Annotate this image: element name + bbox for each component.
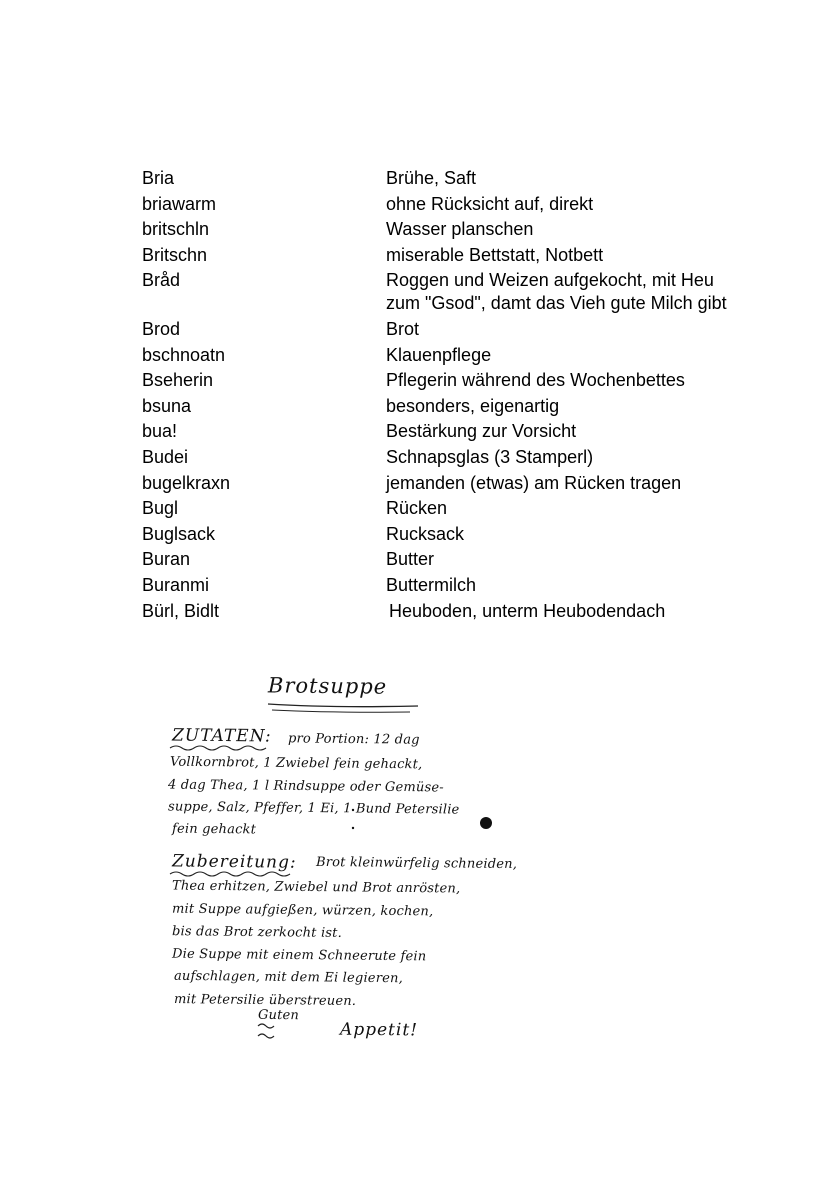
- glossary-definition: ohne Rücksicht auf, direkt: [386, 193, 594, 214]
- glossary-entry: [142, 497, 762, 520]
- glossary-definition: Pflegerin während des Wochenbettes: [386, 370, 685, 391]
- ingredients-line: suppe, Salz, Pfeffer, 1 Ei, 1 Bund Petersilie: [167, 799, 460, 818]
- preparation-line: mit Petersilie überstreuen.: [173, 992, 357, 1009]
- glossary-definition: Butter: [386, 549, 435, 570]
- glossary-entry: [142, 244, 762, 267]
- glossary-term: Bråd: [142, 270, 181, 291]
- preparation-line: Die Suppe mit einem Schneerute fein: [171, 946, 427, 965]
- glossary-definition: Rucksack: [386, 523, 465, 544]
- glossary-term: Buranmi: [142, 574, 210, 595]
- glossary-entry: [142, 548, 762, 571]
- glossary-entry: [142, 269, 762, 315]
- preparation-line: Brot kleinwürfelig schneiden,: [315, 854, 518, 873]
- glossary-entry: [142, 600, 762, 623]
- glossary-term: bua!: [142, 421, 178, 442]
- glossary-entry: [142, 395, 762, 418]
- glossary-term: bschnoatn: [142, 344, 226, 365]
- glossary-entry: [142, 369, 762, 392]
- glossary-entry: [142, 523, 762, 546]
- glossary-term: Brod: [142, 318, 181, 339]
- title-underline: [272, 710, 410, 712]
- preparation-line: Thea erhitzen, Zwiebel und Brot anrösten,: [171, 878, 461, 897]
- glossary-definition: Brot: [386, 318, 420, 339]
- ink-dot: [352, 827, 354, 829]
- ingredients-line: Vollkornbrot, 1 Zwiebel fein gehackt,: [169, 754, 423, 773]
- closing-line: Guten: [257, 1007, 300, 1024]
- preparation-heading: Zubereitung:: [171, 851, 297, 873]
- glossary-term: Bürl, Bidlt: [142, 600, 220, 621]
- ingredients-line: fein gehackt: [171, 821, 257, 838]
- preparation-line: bis das Brot zerkocht ist.: [171, 924, 343, 941]
- glossary-term: Bria: [142, 168, 175, 188]
- ingredients-heading: ZUTATEN:: [171, 725, 272, 747]
- glossary-definition: miserable Bettstatt, Notbett: [386, 244, 604, 265]
- closing-line: Appetit!: [339, 1019, 419, 1041]
- glossary-entry: [142, 318, 762, 341]
- glossary-definition: Heuboden, unterm Heubodendach: [389, 600, 666, 621]
- glossary-entry: [142, 472, 762, 495]
- glossary-entry: [142, 574, 762, 597]
- glossary-list: [142, 167, 762, 623]
- ink-blot: [480, 817, 492, 829]
- glossary-entry: [142, 420, 762, 443]
- glossary-definition: besonders, eigenartig: [386, 395, 560, 416]
- tilde-mark: [258, 1034, 274, 1038]
- tilde-mark: [258, 1024, 274, 1028]
- glossary-entry: [142, 167, 762, 190]
- glossary-term: bugelkraxn: [142, 472, 231, 493]
- glossary-entry: [142, 344, 762, 367]
- glossary-term: Buran: [142, 549, 191, 570]
- glossary-definition: Klauenpflege: [386, 344, 492, 365]
- glossary-definition: Roggen und Weizen aufgekocht, mit Heu zum "Gsod", damt das Vieh gute Milch gibt: [386, 270, 727, 314]
- heading-underline: [170, 746, 266, 750]
- glossary-term: Britschn: [142, 244, 208, 265]
- glossary-definition: Buttermilch: [386, 574, 477, 595]
- glossary-term: Buglsack: [142, 523, 216, 544]
- preparation-line: aufschlagen, mit dem Ei legieren,: [173, 968, 404, 987]
- glossary-definition: Wasser planschen: [386, 219, 534, 240]
- glossary-entry: [142, 446, 762, 469]
- title-underline: [268, 704, 418, 707]
- glossary-entry: [142, 218, 762, 241]
- handwritten-recipe: [160, 668, 600, 1068]
- glossary-term: briawarm: [142, 193, 217, 214]
- glossary-term: bsuna: [142, 395, 192, 416]
- glossary-definition: Bestärkung zur Vorsicht: [386, 421, 577, 442]
- ingredients-line: pro Portion: 12 dag: [287, 731, 420, 748]
- glossary-definition: Brühe, Saft: [386, 168, 477, 188]
- ingredients-line: 4 dag Thea, 1 l Rindsuppe oder Gemüse-: [167, 777, 444, 796]
- glossary-definition: jemanden (etwas) am Rücken tragen: [386, 472, 682, 493]
- glossary-entry: [142, 193, 762, 216]
- glossary-term: Budei: [142, 446, 189, 467]
- glossary-term: britschln: [142, 219, 210, 240]
- preparation-line: mit Suppe aufgießen, würzen, kochen,: [171, 901, 434, 920]
- glossary-term: Bugl: [142, 498, 179, 519]
- glossary-definition: Schnapsglas (3 Stamperl): [386, 446, 594, 467]
- recipe-title: Brotsuppe: [267, 673, 388, 699]
- glossary-definition: Rücken: [386, 498, 448, 519]
- heading-underline: [170, 872, 290, 876]
- glossary-term: Bseherin: [142, 370, 214, 391]
